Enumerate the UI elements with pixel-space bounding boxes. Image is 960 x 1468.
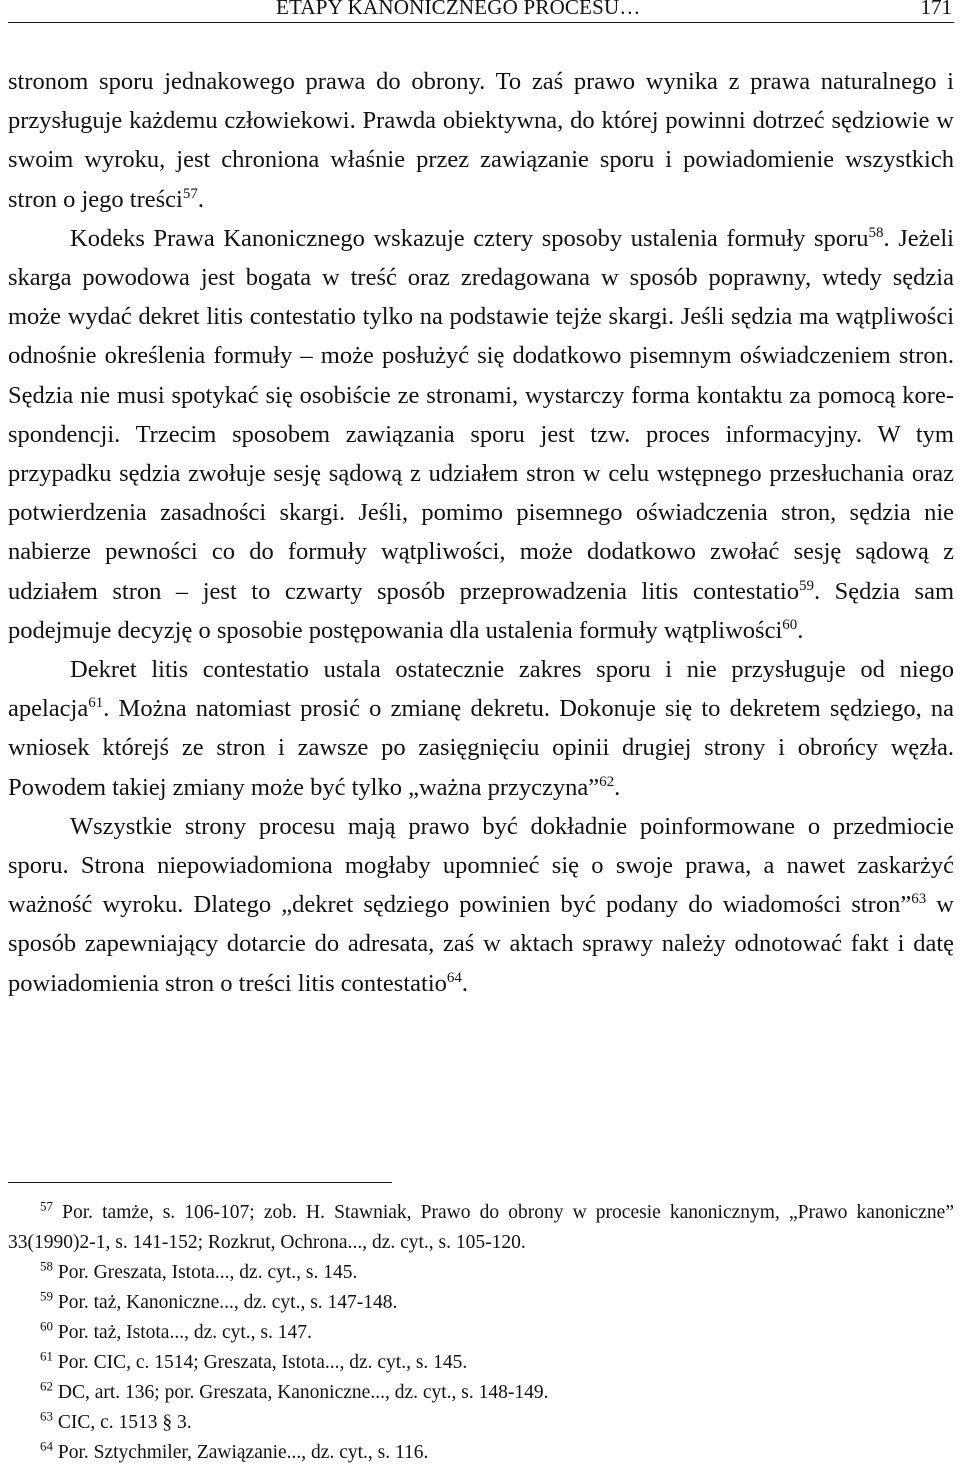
footnote-number: 62 [40, 1378, 53, 1394]
text-run: . [614, 773, 621, 801]
page-number: 171 [920, 0, 952, 19]
footnote-61 [8, 1348, 954, 1378]
footnote-63 [8, 1408, 954, 1438]
footnote-number: 61 [40, 1348, 53, 1364]
footnote-ref-58: 58 [868, 224, 884, 241]
footnote-text: DC, art. 136; por. Greszata, Kanoniczne..., dz. cyt., s. 148-149. [53, 1382, 549, 1403]
footnote-text: Por. taż, Kanoniczne..., dz. cyt., s. 147-148. [53, 1292, 398, 1313]
footnote-64 [8, 1438, 954, 1468]
footnote-ref-59: 59 [798, 577, 814, 594]
footnote-text: Por. tamże, s. 106-107; zob. H. Stawniak, Prawo do obrony w procesie kanonicznym, „Prawo kanoniczne” 33(1990)2-1, s. 141-152; Rozkrut, Ochrona..., dz. cyt., s. 105-120. [8, 1202, 954, 1253]
footnote-60 [8, 1318, 954, 1348]
footnote-62 [8, 1378, 954, 1408]
footnote-number: 57 [40, 1198, 53, 1214]
footnote-text: Por. taż, Istota..., dz. cyt., s. 147. [53, 1322, 312, 1343]
paragraph [8, 219, 954, 650]
footnote-number: 63 [40, 1408, 53, 1424]
footnote-number: 58 [40, 1258, 53, 1274]
footnote-59 [8, 1288, 954, 1318]
running-title: ETAPY KANONICZNEGO PROCESU… [276, 0, 641, 19]
footnote-57 [8, 1198, 954, 1258]
footnote-text: Por. Sztychmiler, Zawiązanie..., dz. cyt., s. 116. [53, 1442, 429, 1463]
footnote-ref-57: 57 [182, 185, 198, 202]
footnote-ref-60: 60 [782, 616, 798, 633]
book-page [8, 0, 954, 1463]
text-run: . Jeżeli skarga powodowa jest bogata w treść oraz zredagowana w sposób poprawny, wtedy sędzia może wydać dekret litis contestatio tylko na podstawie tejże skargi. Jeśli sędzia ma wątpliwości odnośnie określenia formuły – może posłużyć się dodatkowo pisemnym oświadczeniem stron. Sędzia nie musi spotykać się osobiście ze stronami, wystarczy forma kontaktu za pomocą korespondencji. Trzecim sposobem zawiązania sporu jest tzw. proces informacyjny. W tym przypadku sędzia zwołuje sesję sądową z udziałem stron w celu wstępnego przesłuchania oraz potwierdzenia zasadności skargi. Jeśli, pomimo pisemnego oświadczenia stron, sędzia nie nabierze pewności co do formuły wątpliwości, może dodatkowo zwołać sesję sądową z udziałem stron – jest to czwarty sposób przeprowadzenia litis contestatio [8, 224, 954, 605]
text-run: . Sędzia sam podejmuje decyzję o sposobie postępowania dla ustalenia formuły wątpliwości [8, 577, 954, 644]
text-run: Kodeks Prawa Kanonicznego wskazuje cztery sposoby ustalenia formuły sporu [70, 224, 869, 252]
text-run: w sposób zapewniający dotarcie do adresata, zaś w aktach sprawy należy odnotować fakt i datę powiadomienia stron o treści litis contestatio [8, 891, 954, 997]
footnote-text: Por. Greszata, Istota..., dz. cyt., s. 145. [53, 1262, 358, 1283]
footnote-number: 60 [40, 1318, 53, 1334]
footnote-ref-64: 64 [446, 969, 462, 986]
text-run: Dekret litis contestatio ustala ostatecznie zakres sporu i nie przysługuje od niego apelacja [8, 656, 954, 723]
paragraph [8, 62, 954, 219]
text-run: stronom sporu jednakowego prawa do obrony. To zaś prawo wynika z prawa naturalnego i przysługuje każdemu człowiekowi. Prawda obiektywna, do której powinni dotrzeć sędziowie w swoim wyroku, jest chroniona właśnie przez zawiązanie sporu i powiadomienie wszystkich stron o jego treści [8, 68, 954, 213]
footnote-text: CIC, c. 1513 § 3. [53, 1412, 192, 1433]
footnote-ref-62: 62 [599, 773, 615, 790]
text-run: Wszystkie strony procesu mają prawo być dokładnie poinformowane o przedmiocie sporu. Strona niepowiadomiona mogłaby upomnieć się o swoje prawa, a nawet zaskarżyć ważność wyroku. Dlatego „dekret sędziego powinien być podany do wiadomości stron” [8, 812, 954, 919]
footnote-ref-63: 63 [911, 891, 927, 908]
footnote-58 [8, 1258, 954, 1288]
paragraph [8, 650, 954, 807]
body-text [8, 62, 954, 1003]
paragraph [8, 807, 954, 1003]
footnote-separator [8, 1182, 392, 1183]
footnotes [8, 1198, 954, 1468]
footnote-number: 59 [40, 1288, 53, 1304]
footnote-text: Por. CIC, c. 1514; Greszata, Istota..., dz. cyt., s. 145. [53, 1352, 468, 1373]
text-run: . [197, 185, 204, 213]
footnote-number: 64 [40, 1438, 53, 1454]
footnote-ref-61: 61 [88, 695, 104, 712]
running-header [8, 0, 954, 23]
text-run: . Można natomiast prosić o zmianę dekretu. Dokonuje się to dekretem sędziego, na wniosek którejś ze stron i zawsze po zasięgnięciu opinii drugiej strony i obrońcy węzła. Powodem takiej zmiany może być tylko „ważna przyczyna” [8, 695, 954, 801]
text-run: . [797, 616, 804, 644]
text-run: . [461, 969, 468, 997]
